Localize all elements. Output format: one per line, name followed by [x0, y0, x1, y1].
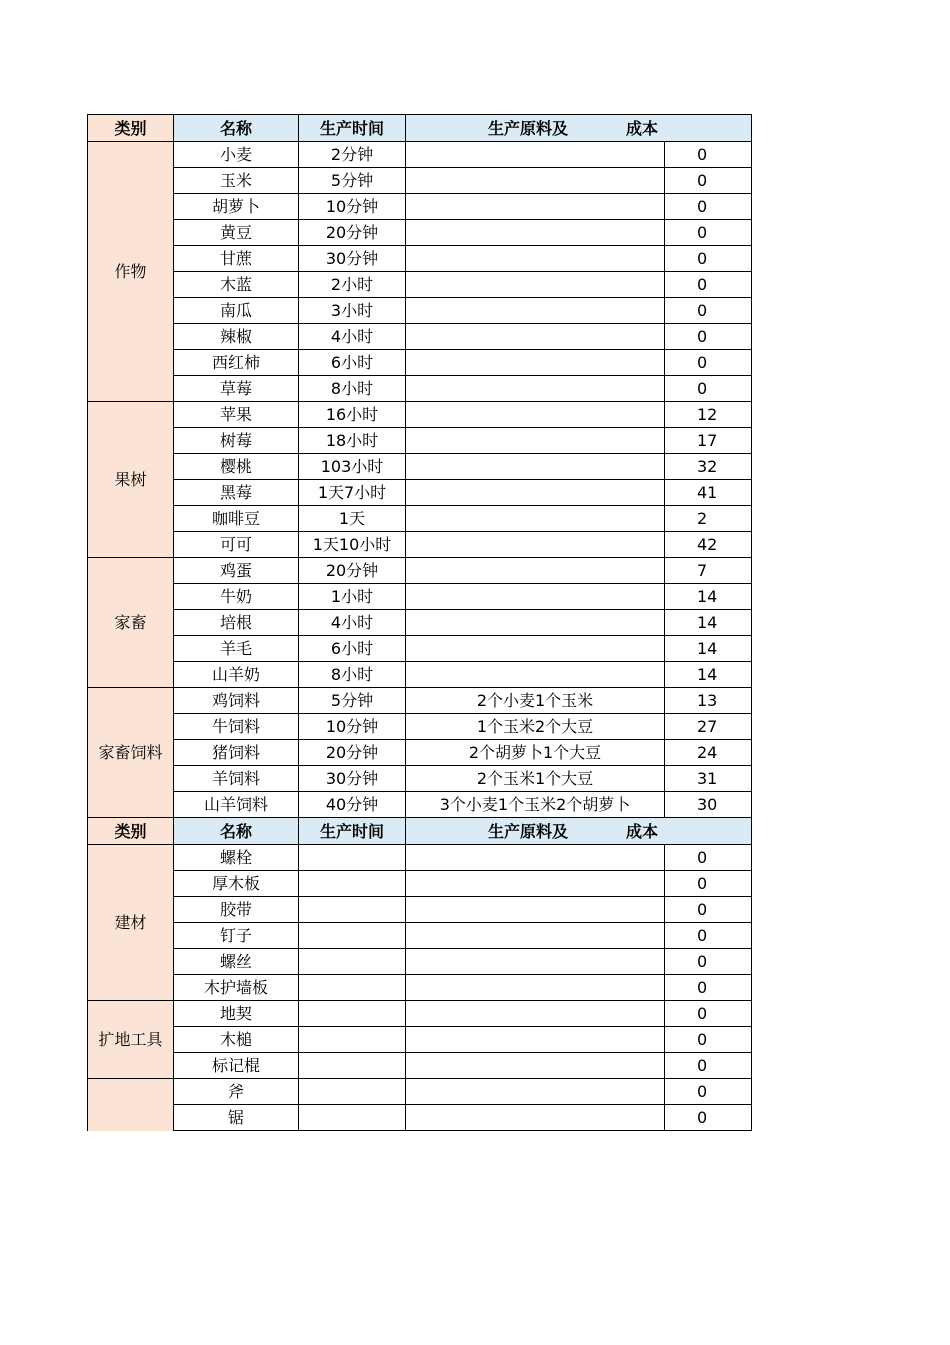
materials-cell: [406, 272, 665, 298]
header-cost: 成本: [626, 118, 659, 138]
materials-cell: [406, 923, 665, 949]
cost-cell: 14: [665, 584, 752, 610]
time-cell: 1天10小时: [299, 532, 406, 558]
table-row: [88, 584, 752, 610]
materials-cell: [406, 871, 665, 897]
category-cell: 果树: [88, 402, 174, 558]
cost-cell: 0: [665, 845, 752, 871]
table-row: [88, 142, 752, 168]
table-row: [88, 428, 752, 454]
header-name: 名称: [174, 818, 299, 845]
materials-cell: 2个玉米1个大豆: [406, 766, 665, 792]
name-cell: 羊饲料: [174, 766, 299, 792]
name-cell: 可可: [174, 532, 299, 558]
materials-cell: 2个胡萝卜1个大豆: [406, 740, 665, 766]
time-cell: [299, 923, 406, 949]
table-row: [88, 376, 752, 402]
cost-cell: 41: [665, 480, 752, 506]
time-cell: 10分钟: [299, 714, 406, 740]
name-cell: 木槌: [174, 1027, 299, 1053]
time-cell: 5分钟: [299, 688, 406, 714]
time-cell: 18小时: [299, 428, 406, 454]
name-cell: 地契: [174, 1001, 299, 1027]
time-cell: 30分钟: [299, 246, 406, 272]
time-cell: 1小时: [299, 584, 406, 610]
cost-cell: 0: [665, 168, 752, 194]
table-row: [88, 1053, 752, 1079]
name-cell: 螺丝: [174, 949, 299, 975]
time-cell: 30分钟: [299, 766, 406, 792]
cost-cell: 13: [665, 688, 752, 714]
cost-cell: 24: [665, 740, 752, 766]
name-cell: 苹果: [174, 402, 299, 428]
name-cell: 锯: [174, 1105, 299, 1131]
name-cell: 木蓝: [174, 272, 299, 298]
name-cell: 木护墙板: [174, 975, 299, 1001]
name-cell: 胡萝卜: [174, 194, 299, 220]
category-cell: 扩地工具: [88, 1001, 174, 1079]
table-row: [88, 350, 752, 376]
cost-cell: 0: [665, 949, 752, 975]
cost-cell: 0: [665, 897, 752, 923]
cost-cell: 0: [665, 142, 752, 168]
table-row: [88, 845, 752, 871]
table-row: [88, 740, 752, 766]
cost-cell: 0: [665, 350, 752, 376]
materials-cell: [406, 350, 665, 376]
time-cell: 8小时: [299, 662, 406, 688]
table-row: [88, 792, 752, 818]
cost-cell: 7: [665, 558, 752, 584]
time-cell: 20分钟: [299, 740, 406, 766]
materials-cell: [406, 480, 665, 506]
cost-cell: 0: [665, 220, 752, 246]
name-cell: 黄豆: [174, 220, 299, 246]
time-cell: 40分钟: [299, 792, 406, 818]
cost-cell: 0: [665, 298, 752, 324]
table-row: [88, 272, 752, 298]
materials-cell: [406, 975, 665, 1001]
table-row: [88, 168, 752, 194]
table-row: [88, 532, 752, 558]
table-row: [88, 871, 752, 897]
time-cell: 10分钟: [299, 194, 406, 220]
cost-cell: 0: [665, 923, 752, 949]
header-category: 类别: [88, 818, 174, 845]
materials-cell: [406, 1079, 665, 1105]
materials-cell: [406, 194, 665, 220]
name-cell: 牛饲料: [174, 714, 299, 740]
name-cell: 厚木板: [174, 871, 299, 897]
name-cell: 甘蔗: [174, 246, 299, 272]
cost-cell: 0: [665, 1053, 752, 1079]
table-row: [88, 1105, 752, 1131]
cost-cell: 0: [665, 376, 752, 402]
name-cell: 树莓: [174, 428, 299, 454]
cost-cell: 0: [665, 1079, 752, 1105]
category-cell: 建材: [88, 845, 174, 1001]
time-cell: 4小时: [299, 610, 406, 636]
table-row: [88, 636, 752, 662]
materials-cell: [406, 636, 665, 662]
time-cell: [299, 1105, 406, 1131]
name-cell: 钉子: [174, 923, 299, 949]
table-row: [88, 897, 752, 923]
time-cell: 3小时: [299, 298, 406, 324]
cost-cell: 14: [665, 662, 752, 688]
table-row: [88, 506, 752, 532]
time-cell: 6小时: [299, 350, 406, 376]
name-cell: 牛奶: [174, 584, 299, 610]
name-cell: 猪饲料: [174, 740, 299, 766]
materials-cell: [406, 324, 665, 350]
table-row: [88, 662, 752, 688]
table-row: [88, 298, 752, 324]
table-row: [88, 480, 752, 506]
cost-cell: 12: [665, 402, 752, 428]
name-cell: 草莓: [174, 376, 299, 402]
header-materials: 生产原料及: [488, 118, 569, 138]
time-cell: 16小时: [299, 402, 406, 428]
header-time: 生产时间: [299, 818, 406, 845]
cost-cell: 0: [665, 324, 752, 350]
materials-cell: [406, 662, 665, 688]
category-cell: [88, 1079, 174, 1131]
name-cell: 小麦: [174, 142, 299, 168]
header-time: 生产时间: [299, 115, 406, 142]
cost-cell: 17: [665, 428, 752, 454]
header-cost: 成本: [626, 821, 659, 841]
time-cell: 20分钟: [299, 220, 406, 246]
table-row: [88, 1079, 752, 1105]
materials-cell: [406, 1053, 665, 1079]
name-cell: 辣椒: [174, 324, 299, 350]
name-cell: 斧: [174, 1079, 299, 1105]
materials-cell: 2个小麦1个玉米: [406, 688, 665, 714]
time-cell: 2分钟: [299, 142, 406, 168]
table-row: [88, 246, 752, 272]
materials-cell: [406, 142, 665, 168]
table-row: [88, 1027, 752, 1053]
materials-cell: [406, 584, 665, 610]
materials-cell: [406, 428, 665, 454]
time-cell: [299, 975, 406, 1001]
time-cell: 2小时: [299, 272, 406, 298]
name-cell: 标记棍: [174, 1053, 299, 1079]
materials-cell: [406, 298, 665, 324]
name-cell: 南瓜: [174, 298, 299, 324]
materials-cell: [406, 220, 665, 246]
category-cell: 家畜: [88, 558, 174, 688]
name-cell: 樱桃: [174, 454, 299, 480]
name-cell: 玉米: [174, 168, 299, 194]
header-materials-cost: [406, 115, 752, 142]
materials-cell: [406, 1105, 665, 1131]
table-row: [88, 1001, 752, 1027]
time-cell: [299, 1027, 406, 1053]
header-category: 类别: [88, 115, 174, 142]
category-cell: 家畜饲料: [88, 688, 174, 818]
materials-cell: [406, 1001, 665, 1027]
header-row: [88, 818, 752, 845]
materials-cell: [406, 610, 665, 636]
cost-cell: 0: [665, 246, 752, 272]
materials-cell: [406, 897, 665, 923]
materials-cell: [406, 532, 665, 558]
header-materials-cost: [406, 818, 752, 845]
header-row: [88, 115, 752, 142]
materials-cell: [406, 506, 665, 532]
time-cell: 20分钟: [299, 558, 406, 584]
cost-cell: 32: [665, 454, 752, 480]
table-row: [88, 610, 752, 636]
table-row: [88, 949, 752, 975]
name-cell: 山羊饲料: [174, 792, 299, 818]
table-row: [88, 194, 752, 220]
materials-cell: 1个玉米2个大豆: [406, 714, 665, 740]
materials-cell: 3个小麦1个玉米2个胡萝卜: [406, 792, 665, 818]
cost-cell: 2: [665, 506, 752, 532]
time-cell: [299, 1053, 406, 1079]
name-cell: 鸡蛋: [174, 558, 299, 584]
cost-cell: 14: [665, 636, 752, 662]
time-cell: 5分钟: [299, 168, 406, 194]
cost-cell: 0: [665, 871, 752, 897]
table-row: [88, 975, 752, 1001]
name-cell: 咖啡豆: [174, 506, 299, 532]
table-row: [88, 923, 752, 949]
name-cell: 螺栓: [174, 845, 299, 871]
table-row: [88, 688, 752, 714]
cost-cell: 27: [665, 714, 752, 740]
name-cell: 培根: [174, 610, 299, 636]
materials-cell: [406, 949, 665, 975]
name-cell: 胶带: [174, 897, 299, 923]
time-cell: 4小时: [299, 324, 406, 350]
materials-cell: [406, 246, 665, 272]
table-row: [88, 558, 752, 584]
time-cell: [299, 845, 406, 871]
cost-cell: 0: [665, 1105, 752, 1131]
cost-cell: 0: [665, 272, 752, 298]
time-cell: [299, 871, 406, 897]
materials-cell: [406, 845, 665, 871]
time-cell: [299, 1001, 406, 1027]
time-cell: 6小时: [299, 636, 406, 662]
name-cell: 山羊奶: [174, 662, 299, 688]
materials-cell: [406, 376, 665, 402]
production-table: [87, 114, 752, 1131]
time-cell: [299, 949, 406, 975]
table-row: [88, 402, 752, 428]
table-row: [88, 766, 752, 792]
name-cell: 鸡饲料: [174, 688, 299, 714]
time-cell: 1天: [299, 506, 406, 532]
name-cell: 羊毛: [174, 636, 299, 662]
time-cell: [299, 1079, 406, 1105]
materials-cell: [406, 168, 665, 194]
cost-cell: 0: [665, 1027, 752, 1053]
time-cell: 103小时: [299, 454, 406, 480]
cost-cell: 0: [665, 1001, 752, 1027]
table-row: [88, 324, 752, 350]
header-name: 名称: [174, 115, 299, 142]
table-row: [88, 714, 752, 740]
materials-cell: [406, 454, 665, 480]
time-cell: 8小时: [299, 376, 406, 402]
table-row: [88, 220, 752, 246]
category-cell: 作物: [88, 142, 174, 402]
cost-cell: 14: [665, 610, 752, 636]
table-row: [88, 454, 752, 480]
cost-cell: 30: [665, 792, 752, 818]
materials-cell: [406, 1027, 665, 1053]
name-cell: 黑莓: [174, 480, 299, 506]
name-cell: 西红柿: [174, 350, 299, 376]
cost-cell: 42: [665, 532, 752, 558]
time-cell: [299, 897, 406, 923]
materials-cell: [406, 402, 665, 428]
cost-cell: 31: [665, 766, 752, 792]
cost-cell: 0: [665, 194, 752, 220]
materials-cell: [406, 558, 665, 584]
cost-cell: 0: [665, 975, 752, 1001]
time-cell: 1天7小时: [299, 480, 406, 506]
header-materials: 生产原料及: [488, 821, 569, 841]
